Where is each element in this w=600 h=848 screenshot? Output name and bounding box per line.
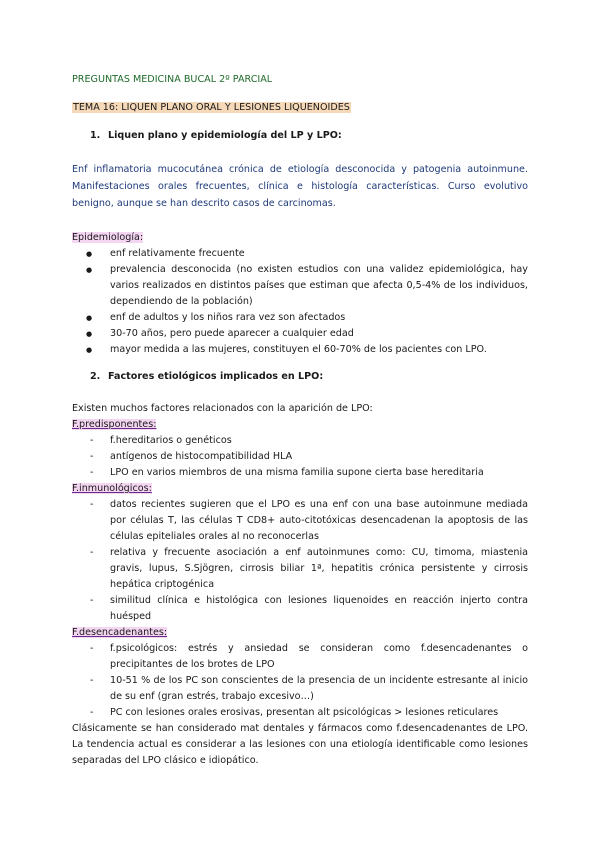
list-item: - datos recientes sugieren que el LPO es una enf con una base autoinmune mediada por células T, las células T CD8+ auto-citotóxicas desencadenan la apoptosis de las células epiteliales orales al no reconocerlas xyxy=(110,497,528,545)
list-item: - antígenos de histocompatibilidad HLA xyxy=(110,449,528,465)
predisponentes-label: F.predisponentes: xyxy=(72,419,157,430)
closing-paragraph: Clásicamente se han considerado mat dentales y fármacos como f.desencadenantes de LPO. La tendencia actual es considerar a las lesiones con una etiología identificable como lesiones separadas del LPO clásico e idiopático. xyxy=(72,723,528,766)
list-item: ● prevalencia desconocida (no existen estudios con una validez epidemiológica, hay varios realizados en distintos países que estiman que afecta 0,5-4% de los individuos, dependiendo de la población) xyxy=(102,262,528,310)
list-item: ● enf relativamente frecuente xyxy=(102,246,528,262)
list-item: - f.hereditarios o genéticos xyxy=(110,433,528,449)
list-item: ● 30-70 años, pero puede aparecer a cualquier edad xyxy=(102,326,528,342)
section-1-heading xyxy=(90,129,528,143)
predisponentes-label-wrap xyxy=(72,417,528,433)
inmunologicos-label: F.inmunológicos: xyxy=(72,483,152,494)
desencadenantes-list xyxy=(72,641,528,721)
document-page xyxy=(72,68,528,769)
section-1-title: Liquen plano y epidemiología del LP y LPO: xyxy=(108,130,342,141)
section-2-title: Factores etiológicos implicados en LPO: xyxy=(108,371,324,382)
list-item: - LPO en varios miembros de una misma familia supone cierta base hereditaria xyxy=(110,465,528,481)
section-1-number: 1. xyxy=(90,130,101,141)
epidemiology-label-wrap xyxy=(72,230,528,246)
desencadenantes-label-wrap xyxy=(72,625,528,641)
section-2-heading xyxy=(90,370,528,384)
tema-heading xyxy=(72,101,528,115)
list-item: - similitud clínica e histológica con lesiones liquenoides en reacción injerto contra huésped xyxy=(110,593,528,625)
tema-title: TEMA 16: LIQUEN PLANO ORAL Y LESIONES LIQUENOIDES xyxy=(73,102,350,113)
epidemiology-list xyxy=(72,246,528,358)
list-item: ● mayor medida a las mujeres, constituyen el 60-70% de los pacientes con LPO. xyxy=(102,342,528,358)
desencadenantes-label: F.desencadenantes: xyxy=(72,627,168,638)
list-item: - 10-51 % de los PC son conscientes de la presencia de un incidente estresante al inicio de su enf (gran estrés, trabajo excesivo…) xyxy=(110,673,528,705)
list-item: - PC con lesiones orales erosivas, presentan alt psicológicas > lesiones reticulares xyxy=(110,705,528,721)
section-2-number: 2. xyxy=(90,371,101,382)
document-title: PREGUNTAS MEDICINA BUCAL 2º PARCIAL xyxy=(72,74,273,85)
existen-line: Existen muchos factores relacionados con la aparición de LPO: xyxy=(72,403,373,414)
inmunologicos-label-wrap xyxy=(72,481,528,497)
list-item: - f.psicológicos: estrés y ansiedad se consideran como f.desencadenantes o precipitantes de los brotes de LPO xyxy=(110,641,528,673)
predisponentes-list xyxy=(72,433,528,481)
list-item: ● enf de adultos y los niños rara vez son afectados xyxy=(102,310,528,326)
intro-paragraph: Enf inflamatoria mucocutánea crónica de etiología desconocida y patogenia autoinmune. Manifestaciones orales frecuentes, clínica e histología características. Curso evolutivo benigno, aunque se han descrito casos de carcinomas. xyxy=(72,164,528,209)
inmunologicos-list xyxy=(72,497,528,625)
epidemiology-label: Epidemiología: xyxy=(72,232,144,243)
list-item: - relativa y frecuente asociación a enf autoinmunes como: CU, timoma, miastenia gravis, lupus, S.Sjögren, cirrosis biliar 1ª, hepatitis crónica persistente y cirrosis hepática criptogénica xyxy=(110,545,528,593)
